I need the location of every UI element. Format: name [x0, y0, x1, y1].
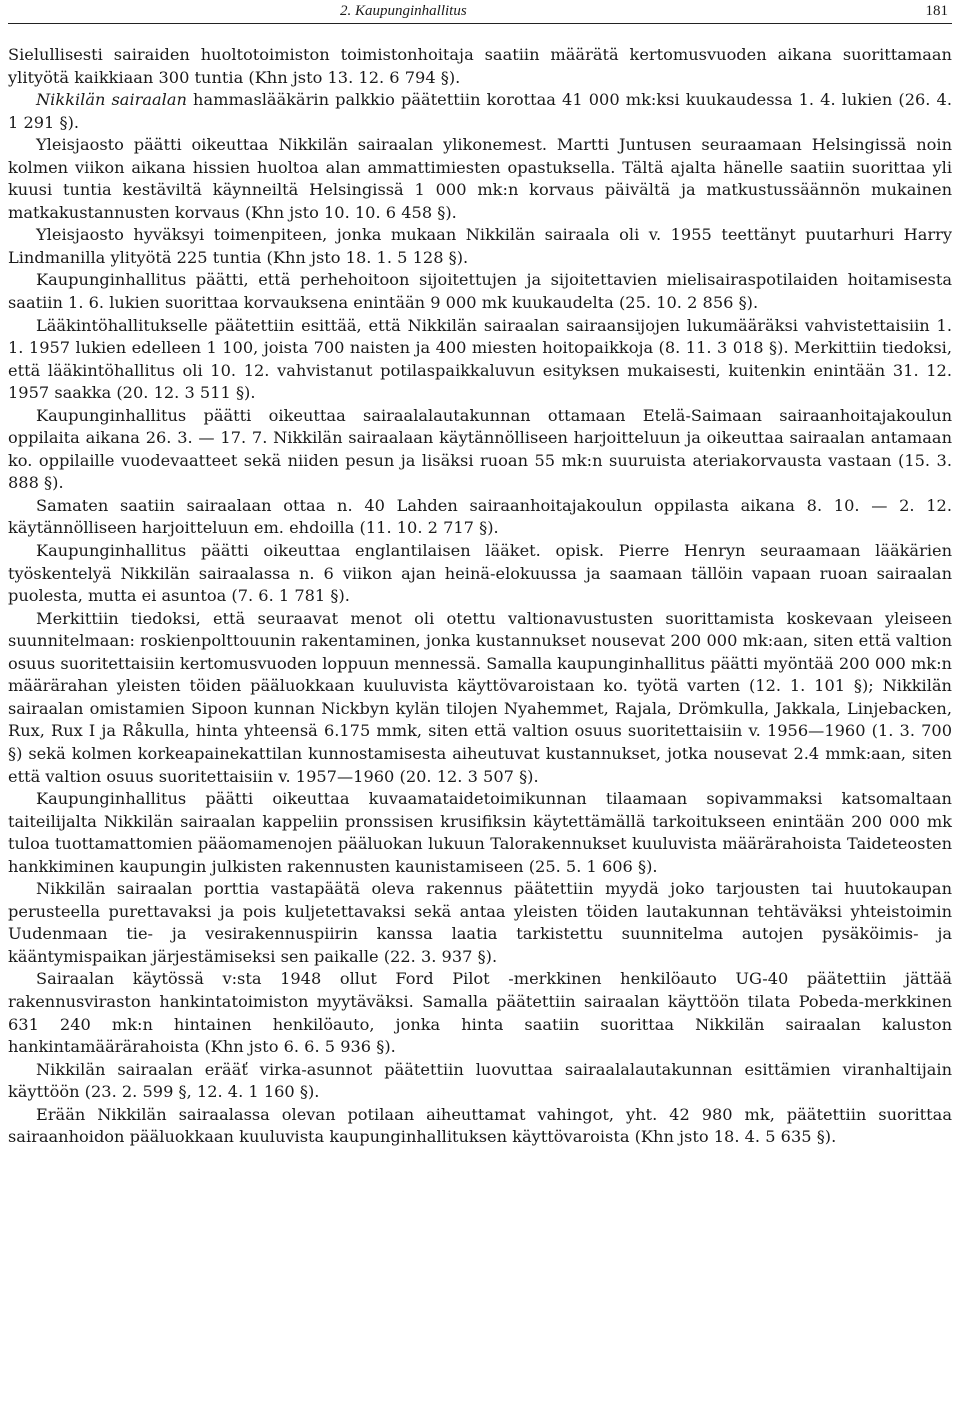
paragraph: Lääkintöhallitukselle päätettiin esittää, että Nikkilän sairaalan sairaansijojen lukumääräksi vahvistettaisiin 1. 1. 1957 lukien edelleen 1 100, joista 700 naisten ja 400 miesten hoitopaikkoja (8. 11. 3 018 §). Merkittiin tiedoksi, että lääkintöhallitus oli 10. 12. vahvistanut potilaspaikkaluvun esityksen mukaisesti, kuitenkin enintään 31. 12. 1957 saakka (20. 12. 3 511 §).	[8, 315, 952, 403]
paragraph: Sairaalan käytössä v:sta 1948 ollut Ford Pilot -merkkinen henkilöauto UG-40 päätettiin jättää rakennusviraston hankintatoimiston myytäväksi. Samalla päätettiin sairaalan käyttöön tilata Pobeda-merkkinen 631 240 mk:n hintainen henkilöauto, jonka hinta saatiin suorittaa Nikkilän sairaalan kaluston hankintamäärärahoista (Khn jsto 6. 6. 5 936 §).	[8, 969, 952, 1057]
paragraph: Kaupunginhallitus päätti oikeuttaa englantilaisen lääket. opisk. Pierre Henryn seuraamaan lääkärien työskentelyä Nikkilän sairaalassa n. 6 viikon ajan heinä-elokuussa ja saamaan tällöin vapaan ruoan sairaalan puolesta, mutta ei asuntoa (7. 6. 1 781 §).	[8, 541, 952, 606]
paragraph	[8, 89, 952, 134]
paragraph: Nikkilän sairaalan porttia vastapäätä oleva rakennus päätettiin myydä joko tarjousten tai huutokaupan perusteella purettavaksi ja pois kuljetettavaksi sekä antaa yleisten töiden lautakunnan tehtäväksi yhteistoimin Uudenmaan tie- ja vesirakennuspiirin kanssa laatia tarkistettu suunnitelma autojen pysäköimis- ja kääntymispaikan järjestämiseksi sen paikalle (22. 3. 937 §).	[8, 879, 952, 966]
chapter-title: 2. Kaupunginhallitus	[340, 3, 467, 19]
paragraph-text: hammaslääkärin palkkio päätettiin korottaa 41 000 mk:ksi kuukaudessa 1. 4. lukien (26. 4. 1 291 §).	[8, 90, 952, 132]
paragraph: Erään Nikkilän sairaalassa olevan potilaan aiheuttamat vahingot, yht. 42 980 mk, päätettiin suorittaa sairaanhoidon pääluokkaan kuuluvista kaupunginhallituksen käyttövaroista (Khn jsto 18. 4. 5 635 §).	[8, 1104, 952, 1147]
paragraph: Nikkilän sairaalan erääť virka-asunnot päätettiin luovuttaa sairaalalautakunnan esittämien viranhaltijain käyttöön (23. 2. 599 §, 12. 4. 1 160 §).	[8, 1059, 952, 1102]
paragraph: Kaupunginhallitus päätti oikeuttaa kuvaamataidetoimikunnan tilaamaan sopivammaksi katsomaltaan taiteilijalta Nikkilän sairaalan kappeliin pronssisen krusifiksin käytettämällä tarkoitukseen enintään 200 000 mk tuloa tuottamattomien pääomamenojen pääluokan lukuun Talorakennukset kuuluvista määrärahoista Taideteosten hankkiminen kaupungin julkisten rakennusten kaunistamiseen (25. 5. 1 606 §).	[8, 789, 952, 876]
italic-heading: Nikkilän sairaalan	[36, 90, 187, 110]
paragraph: Yleisjaosto päätti oikeuttaa Nikkilän sairaalan ylikonemest. Martti Juntusen seuraamaan Helsingissä noin kolmen viikon aikana hissien huoltoa alan ammattimiesten opastuksella. Tältä ajalta hänelle saatiin suorittaa yli kuusi tuntia kestäviltä käynneiltä Helsingissä 1 000 mk:n korvaus päivältä ja matkustussäännön mukainen matkakustannusten korvaus (Khn jsto 10. 10. 6 458 §).	[8, 135, 952, 222]
paragraph: Samaten saatiin sairaalaan ottaa n. 40 Lahden sairaanhoitajakoulun oppilasta aikana 8. 10. — 2. 12. käytännölliseen harjoitteluun em. ehdoilla (11. 10. 2 717 §).	[8, 495, 952, 538]
paragraph: Merkittiin tiedoksi, että seuraavat menot oli otettu valtionavustusten suorittamista koskevaan yleiseen suunnitelmaan: roskienpolttouunin rakentaminen, jonka kustannukset nousevat 200 000 mk:aan, siten että valtion osuus suoritettaisiin kertomusvuoden loppuun mennessä. Samalla kaupunginhallitus päätti myöntää 200 000 mk:n määrärahan yleisten töiden pääluokkaan kuuluvista käyttövaroistaan ko. työtä varten (12. 1. 101 §); Nikkilän sairaalan omistamien Sipoon kunnan Nickbyn kylän tilojen Nyahemmet, Rajala, Drömkulla, Jakkala, Linjebacken, Rux, Rux I ja Råkulla, hinta yhteensä 6.175 mmk, siten että valtion osuus suoritettaisiin v. 1956—1960 (1. 3. 700 §) sekä kolmen korkeapainekattilan kunnostamisesta aiheutuvat kustannukset, jotka nousevat 2.4 mmk:aan, siten että valtion osuus suoritettaisiin v. 1957—1960 (20. 12. 3 507 §).	[8, 608, 952, 786]
body-text	[8, 44, 952, 1149]
paragraph: Kaupunginhallitus päätti oikeuttaa sairaalalautakunnan ottamaan Etelä-Saimaan sairaanhoitajakoulun oppilaita aikana 26. 3. — 17. 7. Nikkilän sairaalaan käytännölliseen harjoitteluun ja oikeuttaa sairaalan antamaan ko. oppilaille vuodevaatteet sekä niiden pesun ja lisäksi ruoan 55 mk:n suuruista ateriakorvausta vastaan (15. 3. 888 §).	[8, 405, 952, 493]
running-head	[8, 0, 952, 22]
page-number: 181	[925, 3, 948, 19]
paragraph: Yleisjaosto hyväksyi toimenpiteen, jonka mukaan Nikkilän sairaala oli v. 1955 teettänyt puutarhuri Harry Lindmanilla ylityötä 225 tuntia (Khn jsto 18. 1. 5 128 §).	[8, 225, 952, 267]
document-page	[8, 0, 952, 1147]
header-rule	[8, 23, 952, 24]
paragraph: Sielullisesti sairaiden huoltotoimiston toimistonhoitaja saatiin määrätä kertomusvuoden aikana suorittamaan ylityötä kaikkiaan 300 tuntia (Khn jsto 13. 12. 6 794 §).	[8, 45, 952, 87]
paragraph: Kaupunginhallitus päätti, että perhehoitoon sijoitettujen ja sijoitettavien mielisairaspotilaiden hoitamisesta saatiin 1. 6. lukien suorittaa korvauksena enintään 9 000 mk kuukaudelta (25. 10. 2 856 §).	[8, 270, 952, 313]
